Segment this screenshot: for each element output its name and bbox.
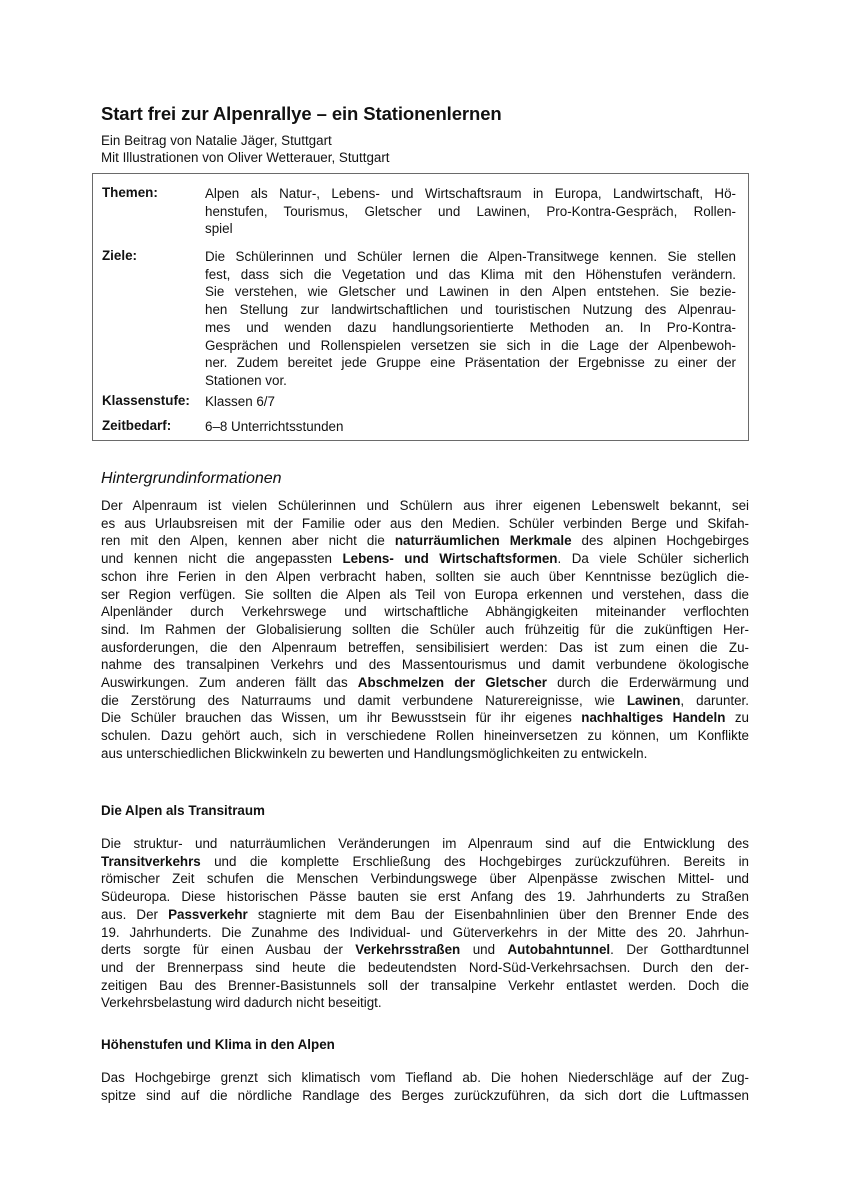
text-run: ser Region verfügen. Sie sollten die Alpen als Teil von Europa erkennen und verstehen, dass die [101,586,749,602]
paragraph-line [101,835,749,853]
paragraph-line [101,870,749,888]
text-run: stagnierte mit dem Bau der Eisenbahnlinien über den Brenner Ende des [247,906,750,922]
text-run: römischer Zeit schufen die Menschen Verbindungswege über Alpenpässe zwischen Mittel- und [101,871,749,887]
bold-term: Abschmelzen der Gletscher [357,675,547,691]
paragraph-line [101,656,749,674]
text-run: Alpenländer durch Verkehrswege und wirtschaftliche Abhängigkeiten miteinander verflochten [101,604,749,620]
text-run: Verkehrsbelastung wird dadurch nicht beseitigt. [101,995,382,1011]
paragraph-line [101,959,749,977]
text-run: aus unterschiedlichen Blickwinkeln zu bewerten und Handlungsmöglichkeiten zu entwickeln. [101,745,648,761]
text-run: derts sorgte für einen Ausbau der [101,942,356,958]
paragraph-line [101,709,749,727]
paragraph-line [101,994,749,1012]
paragraph-line [101,515,749,533]
text-run: Auswirkungen. Zum anderen fällt das [101,675,358,691]
paragraph-line [101,497,749,515]
themen-line: henstufen, Tourismus, Gletscher und Lawinen, Pro-Kontra-Gespräch, Rollen- [205,203,736,219]
text-run: , darunter. [680,692,749,708]
text-run: sind. Im Rahmen der Globalisierung sollten die Schüler auch frühzeitig für die zukünftigen Her- [101,621,749,637]
text-run: durch die Erderwärmung und [546,675,749,691]
paragraph-line [101,924,749,942]
paragraph-line [101,674,749,692]
transit-paragraph [101,835,749,1012]
bold-term: Autobahntunnel [507,942,611,958]
paragraph-line [101,1069,749,1087]
text-run: es aus Urlaubsreisen mit der Familie oder aus den Medien. Schüler verbinden Berge und Skifah- [101,515,749,531]
paragraph-line [101,888,749,906]
background-paragraph [101,497,749,763]
text-run: des alpinen Hochgebirges [571,533,749,549]
page-title: Start frei zur Alpenrallye – ein Stationenlernen [101,103,502,124]
ziele-line: mes und wenden dazu handlungsorientierte Methoden an. In Pro-Kontra- [205,319,736,335]
text-run: und [460,942,508,958]
text-run: ren mit den Alpen, kennen aber nicht die [101,533,395,549]
paragraph-line [101,603,749,621]
text-run: 19. Jahrhunderts. Die Zunahme des Individual- und Güterverkehrs in der Mitte des 20. Jahrhun- [101,924,749,940]
paragraph-line [101,692,749,710]
section-heading-transit: Die Alpen als Transitraum [101,803,265,818]
paragraph-line [101,745,749,763]
bold-term: Lebens- und Wirtschaftsformen [342,551,558,567]
paragraph-line [101,550,749,568]
text-run: nahme des transalpinen Verkehrs und des Massentourismus und damit verbundene ökologische [101,657,749,673]
klassenstufe-label: Klassenstufe: [102,393,190,408]
paragraph-line [101,977,749,995]
paragraph-line [101,586,749,604]
bold-term: Verkehrsstraßen [355,942,461,958]
bold-term: nachhaltiges Handeln [581,710,726,726]
text-run: Der Alpenraum ist vielen Schülerinnen und Schülern aus ihrer eigenen Lebenswelt bekannt, sei [101,498,749,513]
klassenstufe-value: Klassen 6/7 [205,394,275,409]
ziele-line: ner. Zudem bereitet jede Gruppe eine Präsentation der Ergebnisse zu einer der [205,355,736,371]
zeitbedarf-label: Zeitbedarf: [102,418,172,433]
zeitbedarf-value: 6–8 Unterrichtsstunden [205,419,344,434]
text-run: spitze sind auf die nördliche Randlage des Berges zurückzuführen, da sich dort die Luftmassen [101,1087,749,1103]
themen-value [205,185,736,238]
paragraph-line [101,906,749,924]
paragraph-line [101,621,749,639]
themen-line: spiel [205,221,233,237]
text-run: Südeuropa. Diese historischen Pässe bauten sie erst Anfang des 19. Jahrhunderts zu Straßen [101,889,749,905]
text-run: . Der Gotthardtunnel [610,942,749,958]
text-run: Das Hochgebirge grenzt sich klimatisch vom Tiefland ab. Die hohen Niederschläge auf der Zug- [101,1070,749,1085]
ziele-line: Die Schülerinnen und Schüler lernen die Alpen-Transitwege kennen. Sie stellen [205,249,736,264]
ziele-line: hen Stellung zur landwirtschaftlichen und touristischen Nutzung des Alpenrau- [205,302,736,318]
text-run: zeitigen Bau des Brenner-Basistunnels soll der transalpine Verkehr entlastet werden. Doch die [101,977,749,993]
ziele-line: Stationen vor. [205,372,287,388]
info-box [92,173,749,441]
paragraph-line [101,941,749,959]
bold-term: naturräumlichen Merkmale [394,533,572,549]
text-run: schulen. Dazu gehört auch, sich in verschiedene Rollen hineinversetzen zu können, um Konflikte [101,728,749,744]
section-heading-climate: Höhenstufen und Klima in den Alpen [101,1037,335,1052]
themen-label: Themen: [102,185,158,200]
climate-paragraph [101,1069,749,1104]
ziele-line: fest, dass sich die Vegetation und das Klima mit den Höhenstufen verändern. [205,266,736,282]
themen-line: Alpen als Natur-, Lebens- und Wirtschaftsraum in Europa, Landwirtschaft, Hö- [205,186,736,201]
section-heading-background: Hintergrundinformationen [101,470,282,487]
paragraph-line [101,727,749,745]
text-run: schon ihre Ferien in den Alpen verbracht haben, sollten sie auch über Kenntnisse bezüglich die- [101,568,749,584]
text-run: Die Schüler brauchen das Wissen, um ihr Bewusstsein für ihr eigenes [101,710,582,726]
ziele-line: Gesprächen und Rollenspielen versetzen sie sich in die Lage der Alpenbewoh- [205,337,736,353]
paragraph-line [101,568,749,586]
bold-term: Passverkehr [168,906,248,922]
ziele-line: Sie verstehen, wie Gletscher und Lawinen in den Alpen entstehen. Sie bezie- [205,284,736,300]
ziele-value [205,248,736,390]
text-run: die Zerstörung des Naturraums und damit verbundene Naturereignisse, wie [101,692,627,708]
illustrator-line: Mit Illustrationen von Oliver Wetterauer, Stuttgart [101,150,390,165]
text-run: . Da viele Schüler sicherlich [557,551,749,567]
text-run: aus. Der [101,906,169,922]
text-run: ausforderungen, die den Alpenraum betreffen, sensibilisiert werden: Das ist zum einen die Zu- [101,639,749,655]
text-run: und kennen nicht die angepassten [101,551,343,567]
author-line: Ein Beitrag von Natalie Jäger, Stuttgart [101,133,332,148]
ziele-label: Ziele: [102,248,137,263]
text-run: und die komplette Erschließung des Hochgebirges zurückzuführen. Bereits in [200,853,749,869]
text-run: und der Brennerpass sind heute die bedeutendsten Nord-Süd-Verkehrsachsen. Durch den der- [101,959,749,975]
paragraph-line [101,532,749,550]
paragraph-line [101,1087,749,1105]
text-run: Die struktur- und naturräumlichen Veränderungen im Alpenraum sind auf die Entwicklung des [101,836,749,851]
bold-term: Transitverkehrs [101,853,201,869]
paragraph-line [101,853,749,871]
text-run: zu [725,710,749,726]
paragraph-line [101,639,749,657]
bold-term: Lawinen [626,692,681,708]
